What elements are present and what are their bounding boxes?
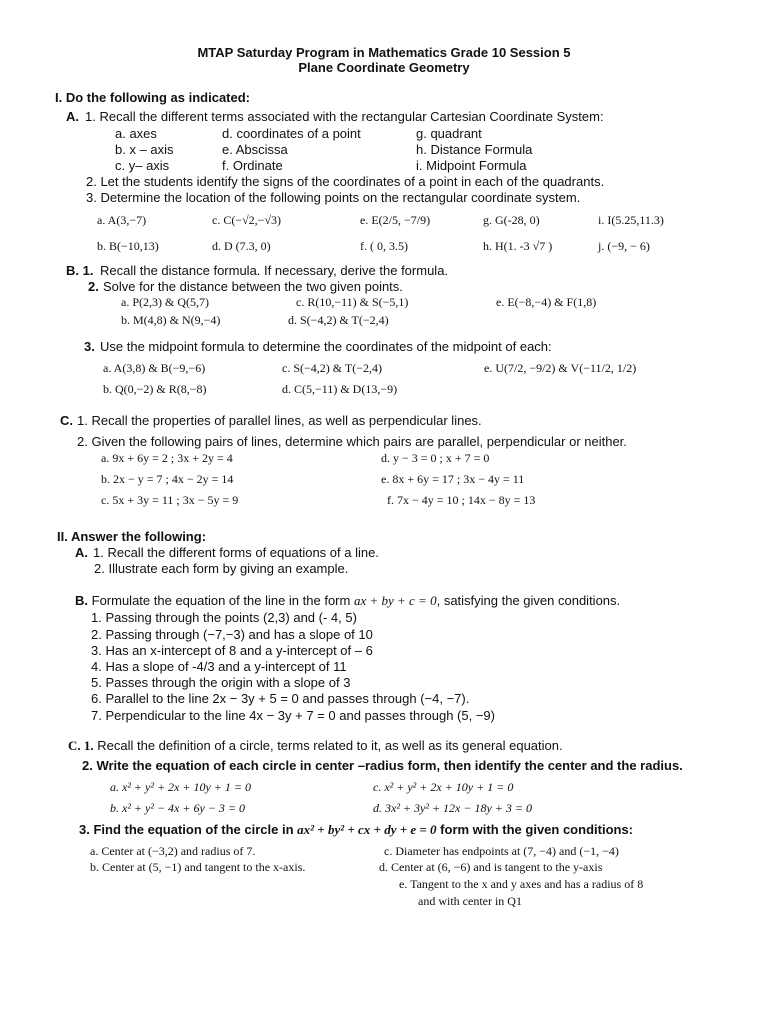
circle-cond-b: b. Center at (5, −1) and tangent to the x-axis. <box>90 860 306 874</box>
point-b: b. B(−10,13) <box>97 239 159 253</box>
part1-b-label: B. 1. <box>66 263 94 278</box>
part2-b-intro-eq: ax + by + c = 0 <box>353 593 437 608</box>
part2-c-item1 <box>68 738 563 754</box>
page-title: MTAP Saturday Program in Mathematics Grade 10 Session 5 <box>197 45 571 60</box>
term-h: h. Distance Formula <box>416 142 533 157</box>
part1-b-item3-label: 3. <box>84 339 95 354</box>
term-c: c. y– axis <box>115 158 170 173</box>
part1-a-item1: 1. Recall the different terms associated with the rectangular Cartesian Coordinate System: <box>85 109 604 124</box>
lines-b: b. 2x − y = 7 ; 4x − 2y = 14 <box>101 472 234 486</box>
line-cond-7: 7. Perpendicular to the line 4x − 3y + 7 = 0 and passes through (5, −9) <box>91 708 495 723</box>
mid-b: b. Q(0,−2) & R(8,−8) <box>103 382 207 396</box>
term-g: g. quadrant <box>416 126 482 141</box>
term-b: b. x – axis <box>115 142 174 157</box>
term-e: e. Abscissa <box>222 142 288 157</box>
part2-b-intro-post: , satisfying the given conditions. <box>436 593 621 608</box>
line-cond-1: 1. Passing through the points (2,3) and (- 4, 5) <box>91 610 357 625</box>
part1-a-item3: 3. Determine the location of the following points on the rectangular coordinate system. <box>86 190 581 205</box>
part1-b-item3: Use the midpoint formula to determine the coordinates of the midpoint of each: <box>100 339 552 354</box>
part1-b-item2-label: 2. <box>88 279 99 294</box>
part1-a-label: A. <box>66 109 79 124</box>
lines-c: c. 5x + 3y = 11 ; 3x − 5y = 9 <box>101 493 239 507</box>
point-e: e. E(2/5, −7/9) <box>360 213 431 227</box>
circle-cond-a: a. Center at (−3,2) and radius of 7. <box>90 844 256 858</box>
part2-c-item3 <box>79 822 633 838</box>
point-a: a. A(3,−7) <box>97 213 147 227</box>
part2-b-intro <box>75 593 620 609</box>
part1-c-item2: 2. Given the following pairs of lines, determine which pairs are parallel, perpendicular or neither. <box>77 434 627 449</box>
point-h: h. H(1. -3 √7 ) <box>483 239 553 253</box>
part2-b-intro-pre: Formulate the equation of the line in the form <box>91 593 354 608</box>
part2-a-item1: 1. Recall the different forms of equations of a line. <box>93 545 379 560</box>
circle-c: c. x² + y² + 2x + 10y + 1 = 0 <box>373 780 514 794</box>
point-g: g. G(-28, 0) <box>483 213 540 227</box>
part2-c-item2: 2. Write the equation of each circle in center –radius form, then identify the center and the radius. <box>82 758 683 773</box>
circle-b: b. x² + y² − 4x + 6y − 3 = 0 <box>110 801 245 815</box>
line-cond-4: 4. Has a slope of -4/3 and a y-intercept of 11 <box>91 659 347 674</box>
part2-c-item3-post: form with the given conditions: <box>436 822 634 837</box>
circle-d: d. 3x² + 3y² + 12x − 18y + 3 = 0 <box>373 801 532 815</box>
lines-e: e. 8x + 6y = 17 ; 3x − 4y = 11 <box>381 472 525 486</box>
point-f: f. ( 0, 3.5) <box>360 239 408 253</box>
part1-b-item1: Recall the distance formula. If necessary, derive the formula. <box>100 263 449 278</box>
point-d: d. D (7.3, 0) <box>212 239 271 253</box>
part1-b-item2: Solve for the distance between the two given points. <box>103 279 403 294</box>
line-cond-3: 3. Has an x-intercept of 8 and a y-intercept of – 6 <box>91 643 373 658</box>
line-cond-5: 5. Passes through the origin with a slope of 3 <box>91 675 351 690</box>
part1-c-label: C. <box>60 413 73 428</box>
point-i: i. I(5.25,11.3) <box>598 213 664 227</box>
part2-a-item2: 2. Illustrate each form by giving an example. <box>94 561 349 576</box>
dist-d: d. S(−4,2) & T(−2,4) <box>288 313 389 327</box>
part1-a-item2: 2. Let the students identify the signs of the coordinates of a point in each of the quadrants. <box>86 174 605 189</box>
line-cond-2: 2. Passing through (−7,−3) and has a slope of 10 <box>91 627 373 642</box>
circle-a: a. x² + y² + 2x + 10y + 1 = 0 <box>110 780 251 794</box>
circle-cond-e-cont: and with center in Q1 <box>418 894 522 908</box>
point-j: j. (−9, − 6) <box>598 239 650 253</box>
term-a: a. axes <box>115 126 157 141</box>
mid-e: e. U(7/2, −9/2) & V(−11/2, 1/2) <box>484 361 637 375</box>
circle-cond-e: e. Tangent to the x and y axes and has a radius of 8 <box>399 877 644 891</box>
mid-a: a. A(3,8) & B(−9,−6) <box>103 361 206 375</box>
part2-c-item3-pre: 3. Find the equation of the circle in <box>79 822 298 837</box>
part2-c-item1-text: Recall the definition of a circle, terms related to it, as well as its general equation. <box>97 738 563 753</box>
dist-c: c. R(10,−11) & S(−5,1) <box>296 295 409 309</box>
lines-f: f. 7x − 4y = 10 ; 14x − 8y = 13 <box>387 493 536 507</box>
part2-c-item3-eq: ax² + by² + cx + dy + e = 0 <box>297 822 437 837</box>
part1-heading: I. Do the following as indicated: <box>55 90 251 105</box>
mid-c: c. S(−4,2) & T(−2,4) <box>282 361 382 375</box>
circle-cond-d: d. Center at (6, −6) and is tangent to the y-axis <box>379 860 603 874</box>
point-c: c. C(−√2,−√3) <box>212 213 282 227</box>
term-f: f. Ordinate <box>222 158 283 173</box>
mid-d: d. C(5,−11) & D(13,−9) <box>282 382 398 396</box>
lines-d: d. y − 3 = 0 ; x + 7 = 0 <box>381 451 490 465</box>
part2-b-label: B. <box>75 593 88 608</box>
part2-heading: II. Answer the following: <box>57 529 207 544</box>
circle-cond-c: c. Diameter has endpoints at (7, −4) and (−1, −4) <box>384 844 619 858</box>
term-i: i. Midpoint Formula <box>416 158 527 173</box>
part2-c-label: C. 1. <box>68 738 94 753</box>
part2-a-label: A. <box>75 545 88 560</box>
page-subtitle: Plane Coordinate Geometry <box>298 60 470 75</box>
part1-c-item1: 1. Recall the properties of parallel lines, as well as perpendicular lines. <box>77 413 482 428</box>
dist-a: a. P(2,3) & Q(5,7) <box>121 295 209 309</box>
term-d: d. coordinates of a point <box>222 126 361 141</box>
line-cond-6: 6. Parallel to the line 2x − 3y + 5 = 0 and passes through (−4, −7). <box>91 691 470 706</box>
dist-e: e. E(−8,−4) & F(1,8) <box>496 295 597 309</box>
lines-a: a. 9x + 6y = 2 ; 3x + 2y = 4 <box>101 451 233 465</box>
dist-b: b. M(4,8) & N(9,−4) <box>121 313 221 327</box>
